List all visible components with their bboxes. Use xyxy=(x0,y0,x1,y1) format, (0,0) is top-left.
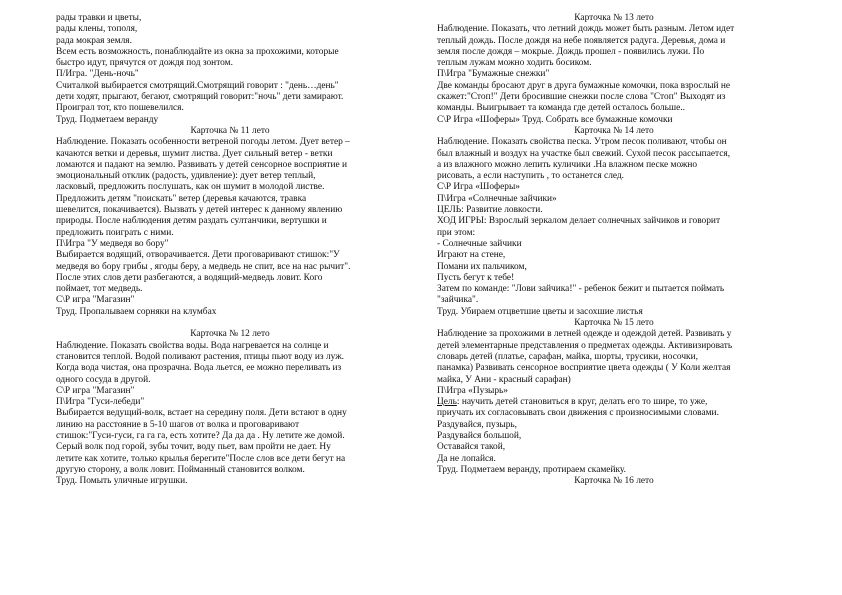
text-line: предложить поиграть с ними. xyxy=(56,227,174,238)
text-line: С\Р Игра «Шоферы» Труд. Собрать все бумажные комочки xyxy=(437,114,673,125)
card-heading: Карточка № 14 лето xyxy=(574,125,654,136)
text-line: словарь детей (платье, сарафан, майка, шорты, трусики, носочки, xyxy=(437,351,698,362)
text-line: скажет:"Стоп!" Дети бросившие снежки после слова "Стоп" Выходят из xyxy=(437,92,726,103)
text-line: Затем по команде: "Лови зайчика!" - ребенок бежит и пытается поймать xyxy=(437,284,725,295)
text-line: Серый волк под горой, зубы точит, воду пьет, вам пройти не дает. Ну xyxy=(56,442,331,453)
card-heading: Карточка № 12 лето xyxy=(190,329,270,340)
text-line: Играют на стене, xyxy=(437,250,506,261)
text-line: Выбирается ведущий-волк, встает на середину поля. Дети встают в одну xyxy=(56,408,347,419)
text-line: Считалкой выбирается смотрящий.Смотрящий говорит : "день…день" xyxy=(56,80,339,91)
card-13 xyxy=(437,13,791,126)
text-line: быстро идут, прячутся от дождя под зонтом. xyxy=(56,58,233,69)
text-line: природы. После наблюдения детям раздать султанчики, вертушки и xyxy=(56,216,327,227)
text-line: Проиграл тот, кто пошевелился. xyxy=(56,103,184,114)
text-line: эмоциональный отклик (радость, удивление): дует ветер теплый, xyxy=(56,171,316,182)
text-line: С\Р игра "Магазин" xyxy=(56,385,135,396)
text-line: Наблюдение. Показать свойства песка. Утром песок поливают, чтобы он xyxy=(437,137,727,148)
goal-text: : научить детей становиться в круг, делать его то шире, то уже, xyxy=(456,397,708,408)
text-line: Пусть бегут к тебе! xyxy=(437,272,515,283)
text-line: теплым лужам можно ходить босиком. xyxy=(437,58,592,69)
text-line: одного сосуда в другой. xyxy=(56,374,151,385)
text-line: П\Игра "Бумажные снежки" xyxy=(437,69,550,80)
text-line: П\Игра «Солнечные зайчики» xyxy=(437,193,557,204)
text-line: а из влажного можно лепить куличики .На влажном песке можно xyxy=(437,159,698,170)
left-column xyxy=(56,0,404,487)
text-line: Раздувайся, пузырь, xyxy=(437,419,518,430)
text-line: рады травки и цветы, xyxy=(56,13,142,23)
card-11 xyxy=(56,126,404,318)
text-line: рисовать, а если наступить , то останется след. xyxy=(437,171,625,182)
text-line: ХОД ИГРЫ: Взрослый зеркалом делает солнечных зайчиков и говорит xyxy=(437,216,721,227)
text-line: П\Игра "Гуси-лебеди" xyxy=(56,397,145,408)
right-column xyxy=(437,0,791,487)
text-line: другую сторону, а волк ловит. Пойманный становится волком. xyxy=(56,464,305,475)
card-heading: Карточка № 15 лето xyxy=(574,318,654,329)
game-title: П/Игра. "День-ночь" xyxy=(56,69,139,80)
game-day-night xyxy=(56,69,404,125)
text-line: приучать их согласовывать свои движения с произносимыми словами. xyxy=(437,408,719,419)
text-line: "зайчика". xyxy=(437,295,479,306)
card-heading: Карточка № 13 лето xyxy=(574,13,654,23)
text-line: шевелится, покачивается). Вызвать у детей интерес к данному явлению xyxy=(56,205,343,216)
text-line: панамка) Развивать сенсорное восприятие цвета одежды ( У Коли желтая xyxy=(437,363,731,374)
text-line: Наблюдение. Показать особенности ветреной погоды летом. Дует ветер – xyxy=(56,137,350,148)
text-line: ласковый, предложить послушать, как он шумит в молодой листве. xyxy=(56,182,325,193)
text-line: Труд. Помыть уличные игрушки. xyxy=(56,476,188,487)
text-line: П\Игра «Пузырь» xyxy=(437,385,508,396)
card-heading: Карточка № 11 лето xyxy=(190,125,270,136)
text-line: Всем есть возможность, понаблюдайте из окна за прохожими, которые xyxy=(56,46,339,57)
text-line: Наблюдение. Показать, что летний дождь может быть разным. Летом идет xyxy=(437,24,735,35)
text-line: Раздувайся большой, xyxy=(437,430,522,441)
text-line: линию на расстояние в 5-10 шагов от волка и проговаривают xyxy=(56,419,300,430)
card-16 xyxy=(437,476,791,487)
text-line: детей элементарные представления о предметах одежды. Активизировать xyxy=(437,340,733,351)
text-line: при этом: xyxy=(437,227,476,238)
text-line: теплый дождь. После дождя на небе появляется радуга. Деревья, дома и xyxy=(437,35,726,46)
spacer xyxy=(56,318,404,329)
text-line: стишок:"Гуси-гуси, га га га, есть хотите? Да да да . Ну летите же домой. xyxy=(56,430,345,441)
text-line: Труд. Подметаем веранду, протираем скамейку. xyxy=(437,464,626,475)
text-line: Когда вода чистая, она прозрачна. Вода льется, ее можно переливать из xyxy=(56,363,342,374)
text-line: ломаются и падают на землю. Развивать у детей сенсорное восприятие и xyxy=(56,159,348,170)
text-line: медведя во бору грибы , ягоды беру, а медведь не спит, все на нас рычит". xyxy=(56,261,351,272)
card-heading: Карточка № 16 лето xyxy=(574,476,654,487)
text-line: Труд. Пропалываем сорняки на клумбах xyxy=(56,306,217,317)
text-line: Две команды бросают друг в друга бумажные комочки, пока взрослый не xyxy=(437,80,731,91)
goal-line xyxy=(437,397,791,408)
text-line: поймает, тот медведь. xyxy=(56,284,143,295)
text-line: П\Игра "У медведя во бору" xyxy=(56,238,169,249)
card-15 xyxy=(437,318,791,476)
text-line: майка, У Ани - красный сарафан) xyxy=(437,374,571,385)
text-line: Наблюдение. Показать свойства воды. Вода нагревается на солнце и xyxy=(56,340,329,351)
text-line: рада мокрая земля. xyxy=(56,35,132,46)
text-line: ЦЕЛЬ: Развитие ловкости. xyxy=(437,205,543,216)
poem-block xyxy=(56,13,404,69)
text-line: После этих слов дети разбегаются, а водящий-медведь ловит. Кого xyxy=(56,272,323,283)
text-line: земля после дождя – мокрые. Дождь прошел - появились лужи. По xyxy=(437,46,705,57)
text-line: Помани их пальчиком, xyxy=(437,261,527,272)
text-line: команды. Выигрывает та команда где детей осталось больше.. xyxy=(437,103,685,114)
text-line: С\Р Игра «Шоферы» xyxy=(437,182,520,193)
text-line: С\Р игра "Магазин" xyxy=(56,295,135,306)
text-line: - Солнечные зайчики xyxy=(437,238,522,249)
card-12 xyxy=(56,329,404,487)
text-line: дети ходят, прыгают, бегают, смотрящий говорит:"ночь" дети замирают. xyxy=(56,92,344,103)
text-line: рады клены, тополя, xyxy=(56,24,138,35)
text-line: Выбирается водящий, отворачивается. Дети проговаривают стишок:"У xyxy=(56,250,340,261)
text-line: Предложить детям "поискать" ветер (деревья качаются, травка xyxy=(56,193,307,204)
text-line: Наблюдение за прохожими в летней одежде и одеждой детей. Развивать у xyxy=(437,329,732,340)
text-line: летите как хотите, только крылья берегите"После слов все дети бегут на xyxy=(56,453,346,464)
text-line: Труд. Подметаем веранду xyxy=(56,114,159,125)
text-line: Труд. Убираем отцветшие цветы и засохшие листья xyxy=(437,306,643,317)
card-14 xyxy=(437,126,791,318)
text-line: Да не лопайся. xyxy=(437,453,496,464)
goal-label: Цель xyxy=(437,397,457,408)
text-line: Оставайся такой, xyxy=(437,442,506,453)
text-line: был влажный и воздух на участке был свежий. Сухой песок рассыпается, xyxy=(437,148,731,159)
text-line: качаются ветки и деревья, шумит листва. Дует сильный ветер - ветки xyxy=(56,148,333,159)
text-line: становится теплой. Водой поливают растения, птицы пьют воду из луж. xyxy=(56,351,345,362)
